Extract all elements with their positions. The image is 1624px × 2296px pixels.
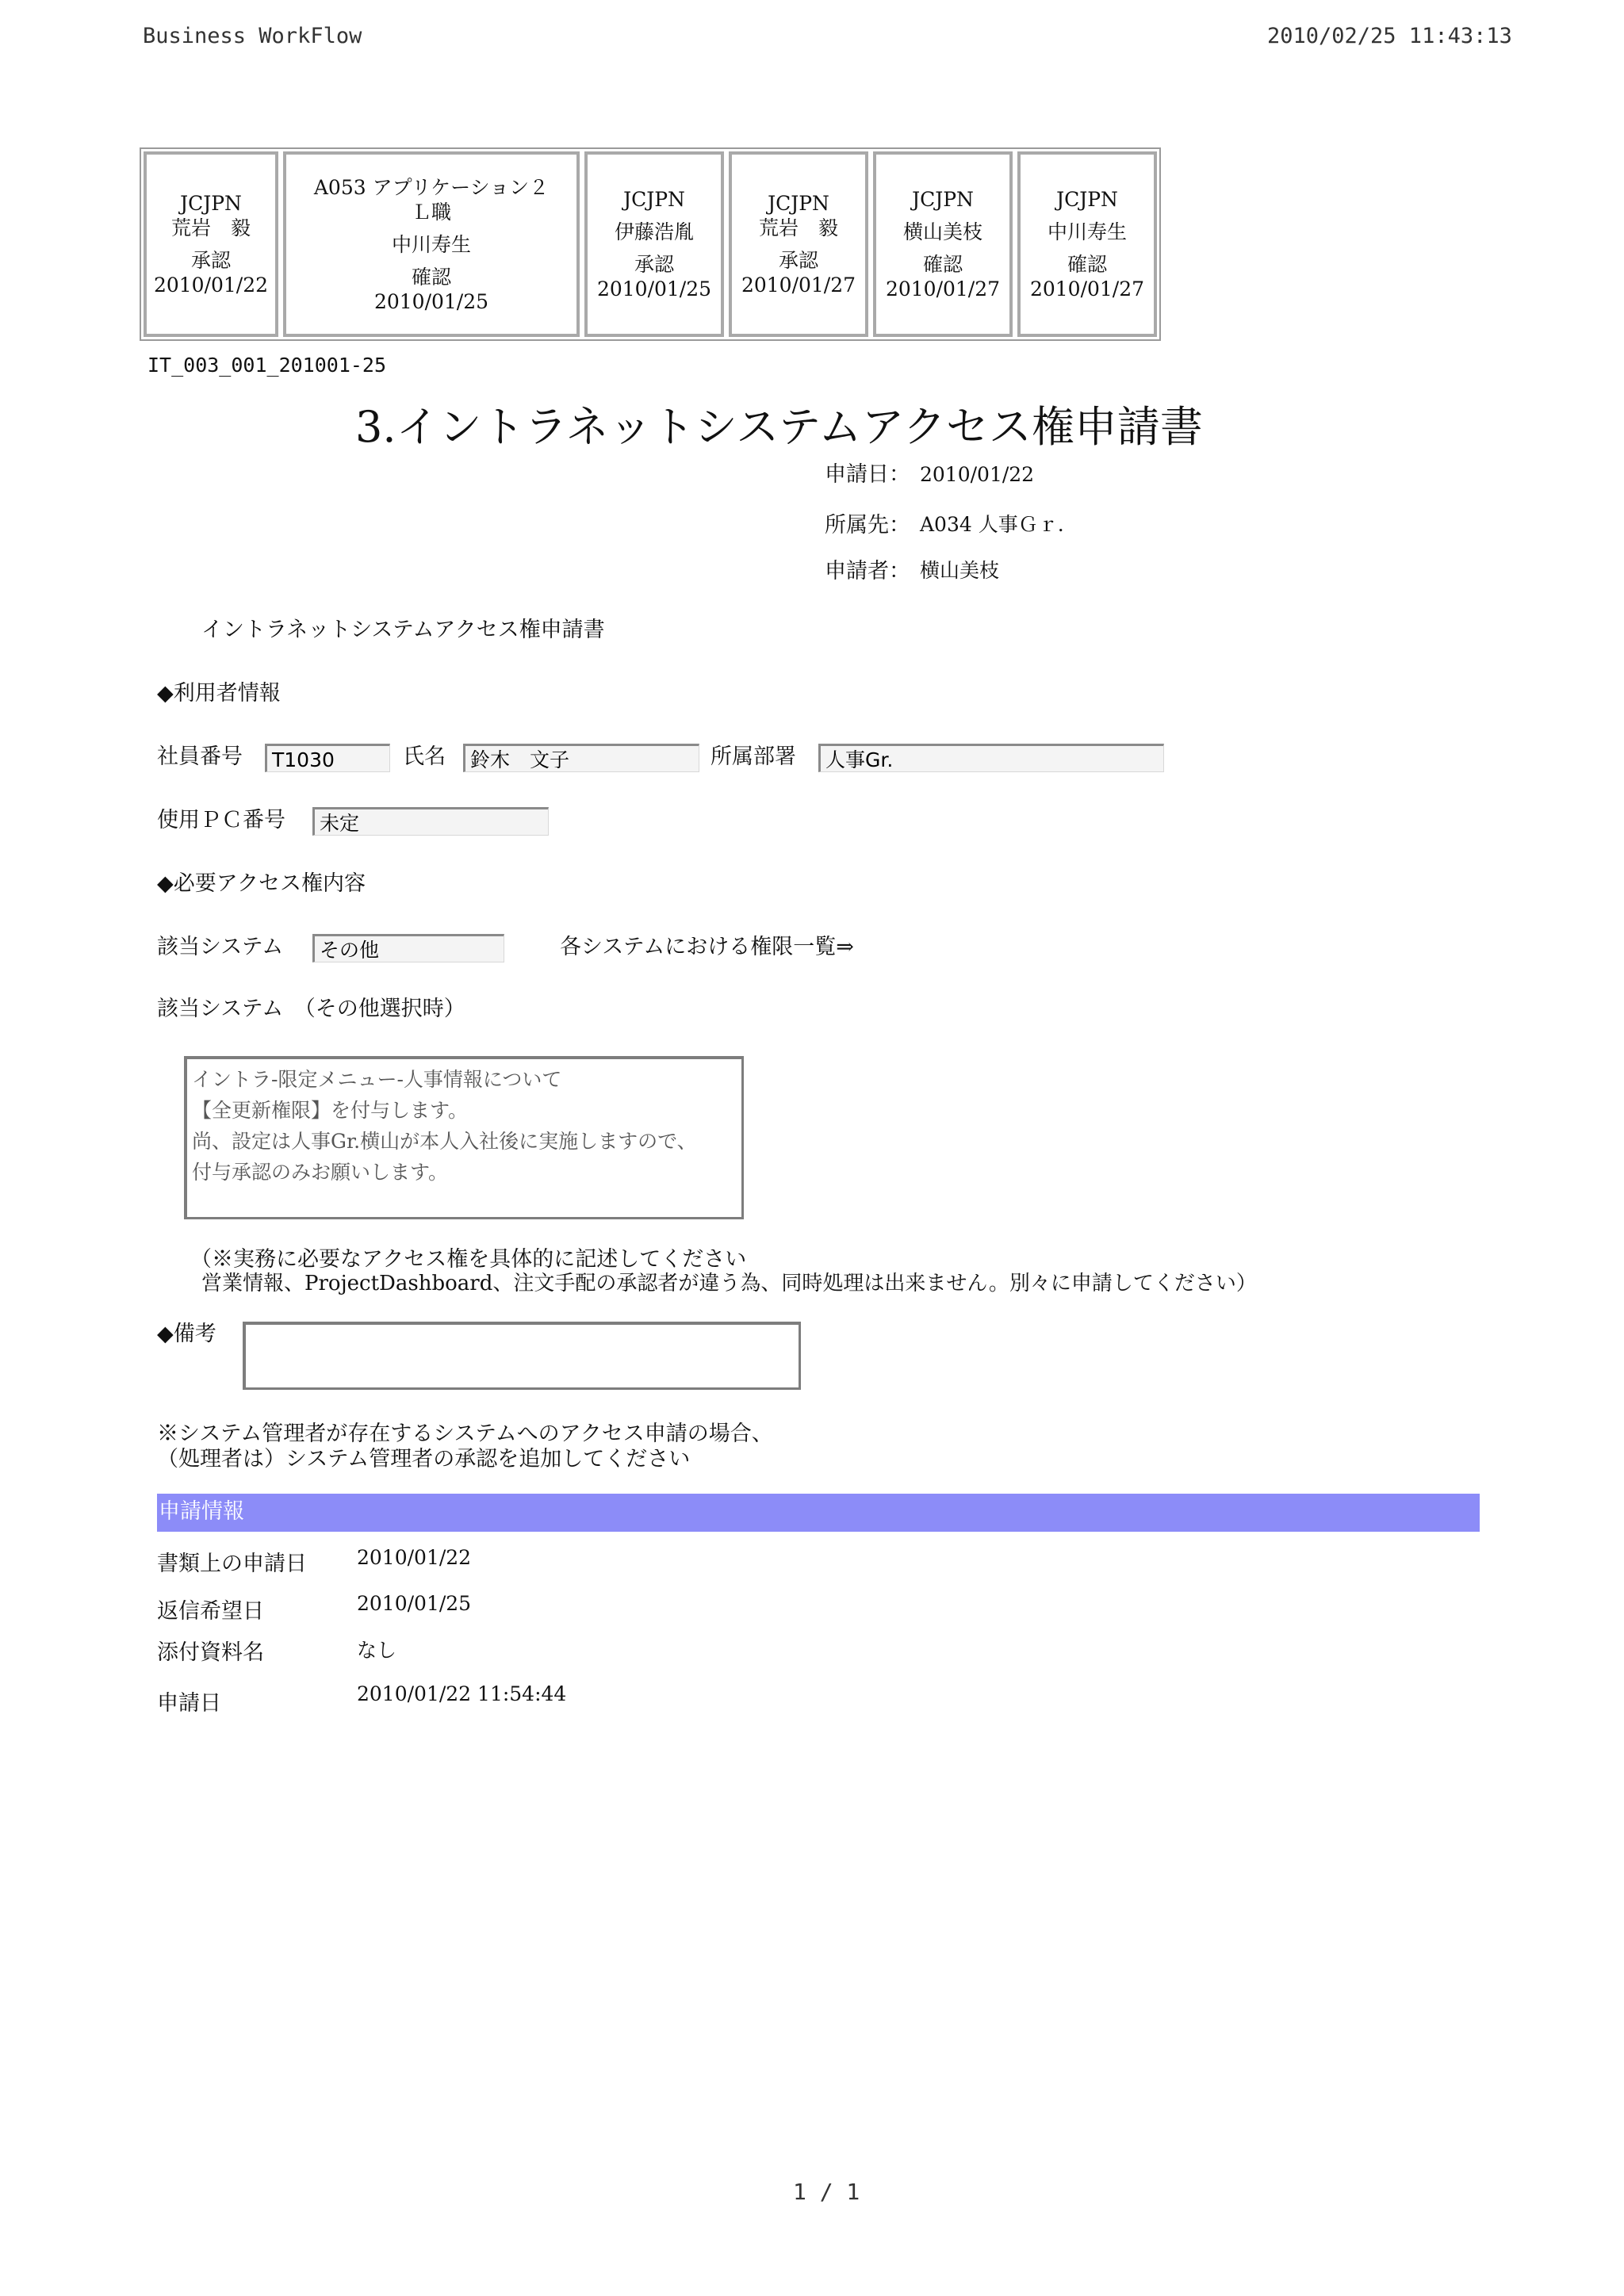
stamp-action: 確認 [411,265,451,289]
access-note-line: 営業情報、ProjectDashboard、注文手配の承認者が違う為、同時処理は出来ません。別々に申請してください） [201,1272,1257,1295]
stamp-name: 荒岩 毅 [758,216,838,239]
stamp-name: 中川寿生 [391,232,471,256]
approval-stamp [144,151,278,337]
stamp-name: 伊藤浩胤 [614,220,694,243]
applicant-label: 申請者： [825,559,910,584]
info-row-label: 申請日 [157,1691,221,1716]
stamp-org: JCJPN [768,192,829,215]
stamp-date: 2010/01/25 [373,289,489,313]
printed-timestamp: 2010/02/25 11:43:13 [1267,24,1512,48]
stamp-action: 確認 [1067,253,1107,276]
stamp-org: JCJPN [180,192,242,215]
system-select[interactable]: その他 [312,934,504,962]
approval-stamp [283,151,580,337]
access-note-line: （※実務に必要なアクセス権を具体的に記述してください [190,1247,747,1272]
name-field[interactable]: 鈴木 文子 [463,744,699,772]
application-info-header: 申請情報 [157,1494,1480,1532]
application-date-value: 2010/01/22 [920,463,1035,486]
department-value: A034 人事Ｇｒ. [920,513,1064,536]
permissions-list-link[interactable]: 各システムにおける権限一覧⇒ [560,935,854,959]
info-row-value: 2010/01/25 [357,1592,472,1615]
department-field[interactable]: 人事Gr. [818,744,1164,772]
pc-number-label: 使用ＰＣ番号 [157,808,285,832]
other-system-label: 該当システム （その他選択時） [157,997,465,1021]
stamp-org: JCJPN [1056,188,1118,211]
stamp-date: 2010/01/27 [741,274,856,297]
applicant-value: 横山美枝 [920,559,1000,582]
stamp-name: 荒岩 毅 [170,216,251,239]
user-info-heading: ◆利用者情報 [157,681,281,706]
approval-stamp [729,151,868,337]
stamp-date: 2010/01/25 [596,277,712,300]
info-row-value: 2010/01/22 11:54:44 [357,1682,567,1705]
remarks-textarea[interactable] [243,1322,801,1390]
approval-stamp [584,151,724,337]
info-row-value: なし [357,1639,397,1662]
app-name: Business WorkFlow [143,24,362,48]
name-label: 氏名 [403,744,446,769]
access-details-textarea[interactable] [184,1056,744,1219]
department-label: 所属先： [825,513,910,538]
department-field-label: 所属部署 [710,744,796,769]
document-id: IT_003_001_201001-25 [147,354,387,377]
stamp-action: 承認 [778,249,818,272]
application-date-label: 申請日： [825,462,910,487]
stamp-org: JCJPN [623,188,685,211]
system-label: 該当システム [157,935,284,959]
access-content-heading: ◆必要アクセス権内容 [157,871,366,896]
employee-number-field[interactable]: T1030 [265,744,390,772]
pc-number-field[interactable]: 未定 [312,807,549,836]
stamp-date: 2010/01/27 [1029,277,1145,300]
stamp-org: A053 アプリケーション２ [313,175,550,199]
info-row-label: 添付資料名 [157,1640,264,1665]
remarks-heading: ◆備考 [157,1322,216,1346]
info-row-label: 返信希望日 [157,1599,264,1624]
approval-stamp [1017,151,1157,337]
stamp-role: Ｌ職 [411,200,451,224]
stamp-date: 2010/01/22 [153,274,269,297]
stamp-name: 横山美枝 [902,220,982,243]
stamp-name: 中川寿生 [1047,220,1127,243]
form-subtitle: イントラネットシステムアクセス権申請書 [201,618,605,642]
admin-note-line: ※システム管理者が存在するシステムへのアクセス申請の場合、 [157,1422,773,1446]
form-title: 3.イントラネットシステムアクセス権申請書 [355,402,1203,452]
stamp-date: 2010/01/27 [885,277,1001,300]
approval-stamp [873,151,1013,337]
info-row-value: 2010/01/22 [357,1546,472,1569]
stamp-action: 承認 [634,253,674,276]
details-line: 付与承認のみお願いします。 [192,1161,449,1184]
employee-number-label: 社員番号 [157,744,243,769]
stamp-org: JCJPN [912,188,974,211]
stamp-action: 確認 [922,253,963,276]
approval-stamps [140,147,1161,341]
details-line: イントラ-限定メニュー-人事情報について [192,1068,562,1091]
details-line: 【全更新権限】を付与します。 [192,1099,469,1122]
stamp-action: 承認 [190,249,231,272]
admin-note-line: （処理者は）システム管理者の承認を追加してください [157,1447,691,1471]
page-number: 1 / 1 [793,2179,860,2205]
info-row-label: 書類上の申請日 [157,1552,307,1576]
details-line: 尚、設定は人事Gr.横山が本人入社後に実施しますので、 [192,1130,697,1153]
